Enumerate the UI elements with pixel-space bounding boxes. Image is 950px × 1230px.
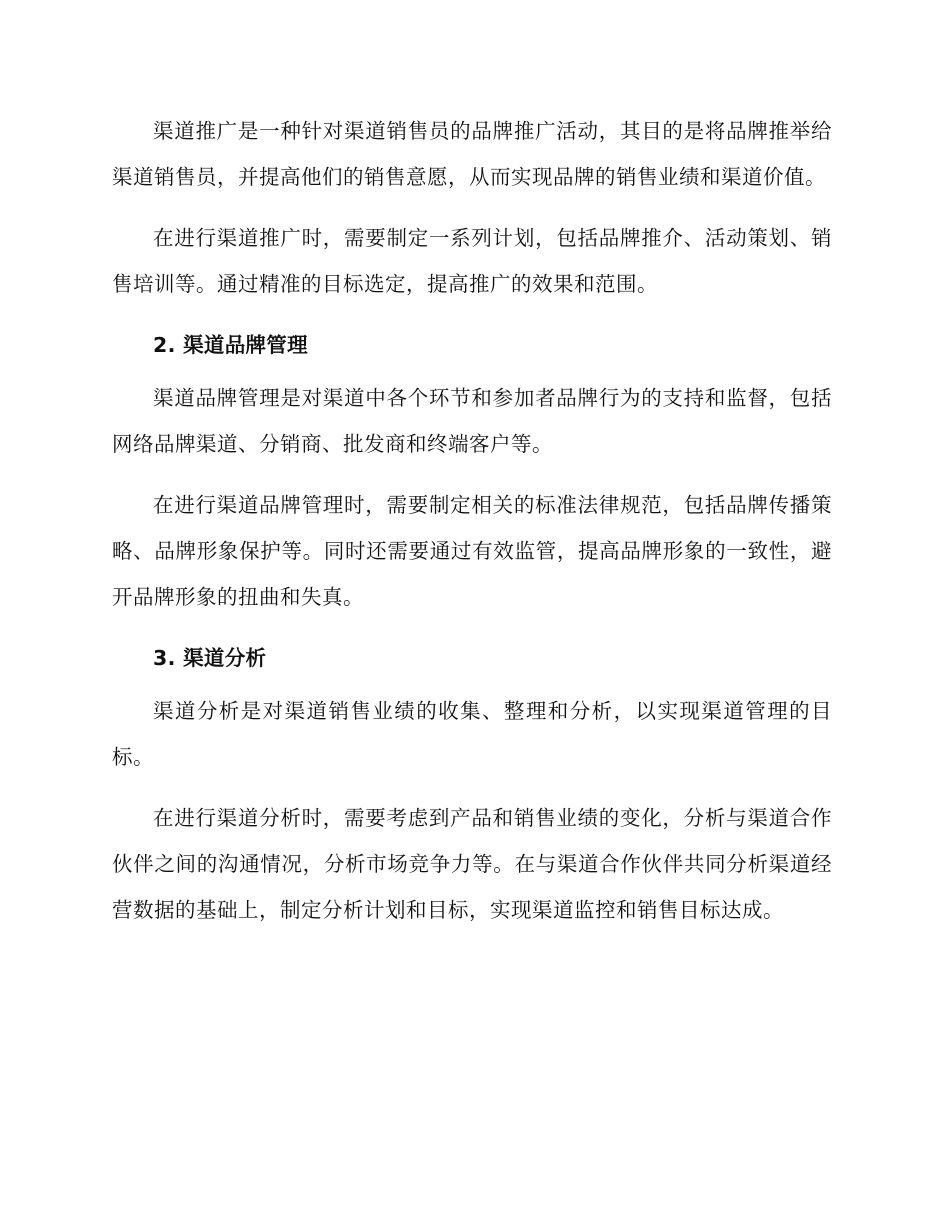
heading-channel-brand-management: 2. 渠道品牌管理 [153, 333, 308, 357]
paragraph-channel-promotion-definition: 渠道推广是一种针对渠道销售员的品牌推广活动，其目的是将品牌推举给渠道销售员，并提高他们的销售意愿，从而实现品牌的销售业绩和渠道价值。 [112, 119, 832, 189]
document-body [112, 108, 832, 948]
paragraph-channel-promotion-plan: 在进行渠道推广时，需要制定一系列计划，包括品牌推介、活动策划、销售培训等。通过精准的目标选定，提高推广的效果和范围。 [112, 226, 832, 296]
paragraph-channel-analysis-plan: 在进行渠道分析时，需要考虑到产品和销售业绩的变化，分析与渠道合作伙伴之间的沟通情况，分析市场竞争力等。在与渠道合作伙伴共同分析渠道经营数据的基础上，制定分析计划和目标，实现渠道监控和销售目标达成。 [112, 806, 832, 922]
paragraph-channel-analysis-definition: 渠道分析是对渠道销售业绩的收集、整理和分析，以实现渠道管理的目标。 [112, 699, 832, 769]
paragraph-brand-management-plan: 在进行渠道品牌管理时，需要制定相关的标准法律规范，包括品牌传播策略、品牌形象保护等。同时还需要通过有效监管，提高品牌形象的一致性，避开品牌形象的扭曲和失真。 [112, 493, 832, 609]
paragraph-brand-management-definition: 渠道品牌管理是对渠道中各个环节和参加者品牌行为的支持和监督，包括网络品牌渠道、分销商、批发商和终端客户等。 [112, 386, 832, 456]
heading-channel-analysis: 3. 渠道分析 [153, 646, 267, 670]
